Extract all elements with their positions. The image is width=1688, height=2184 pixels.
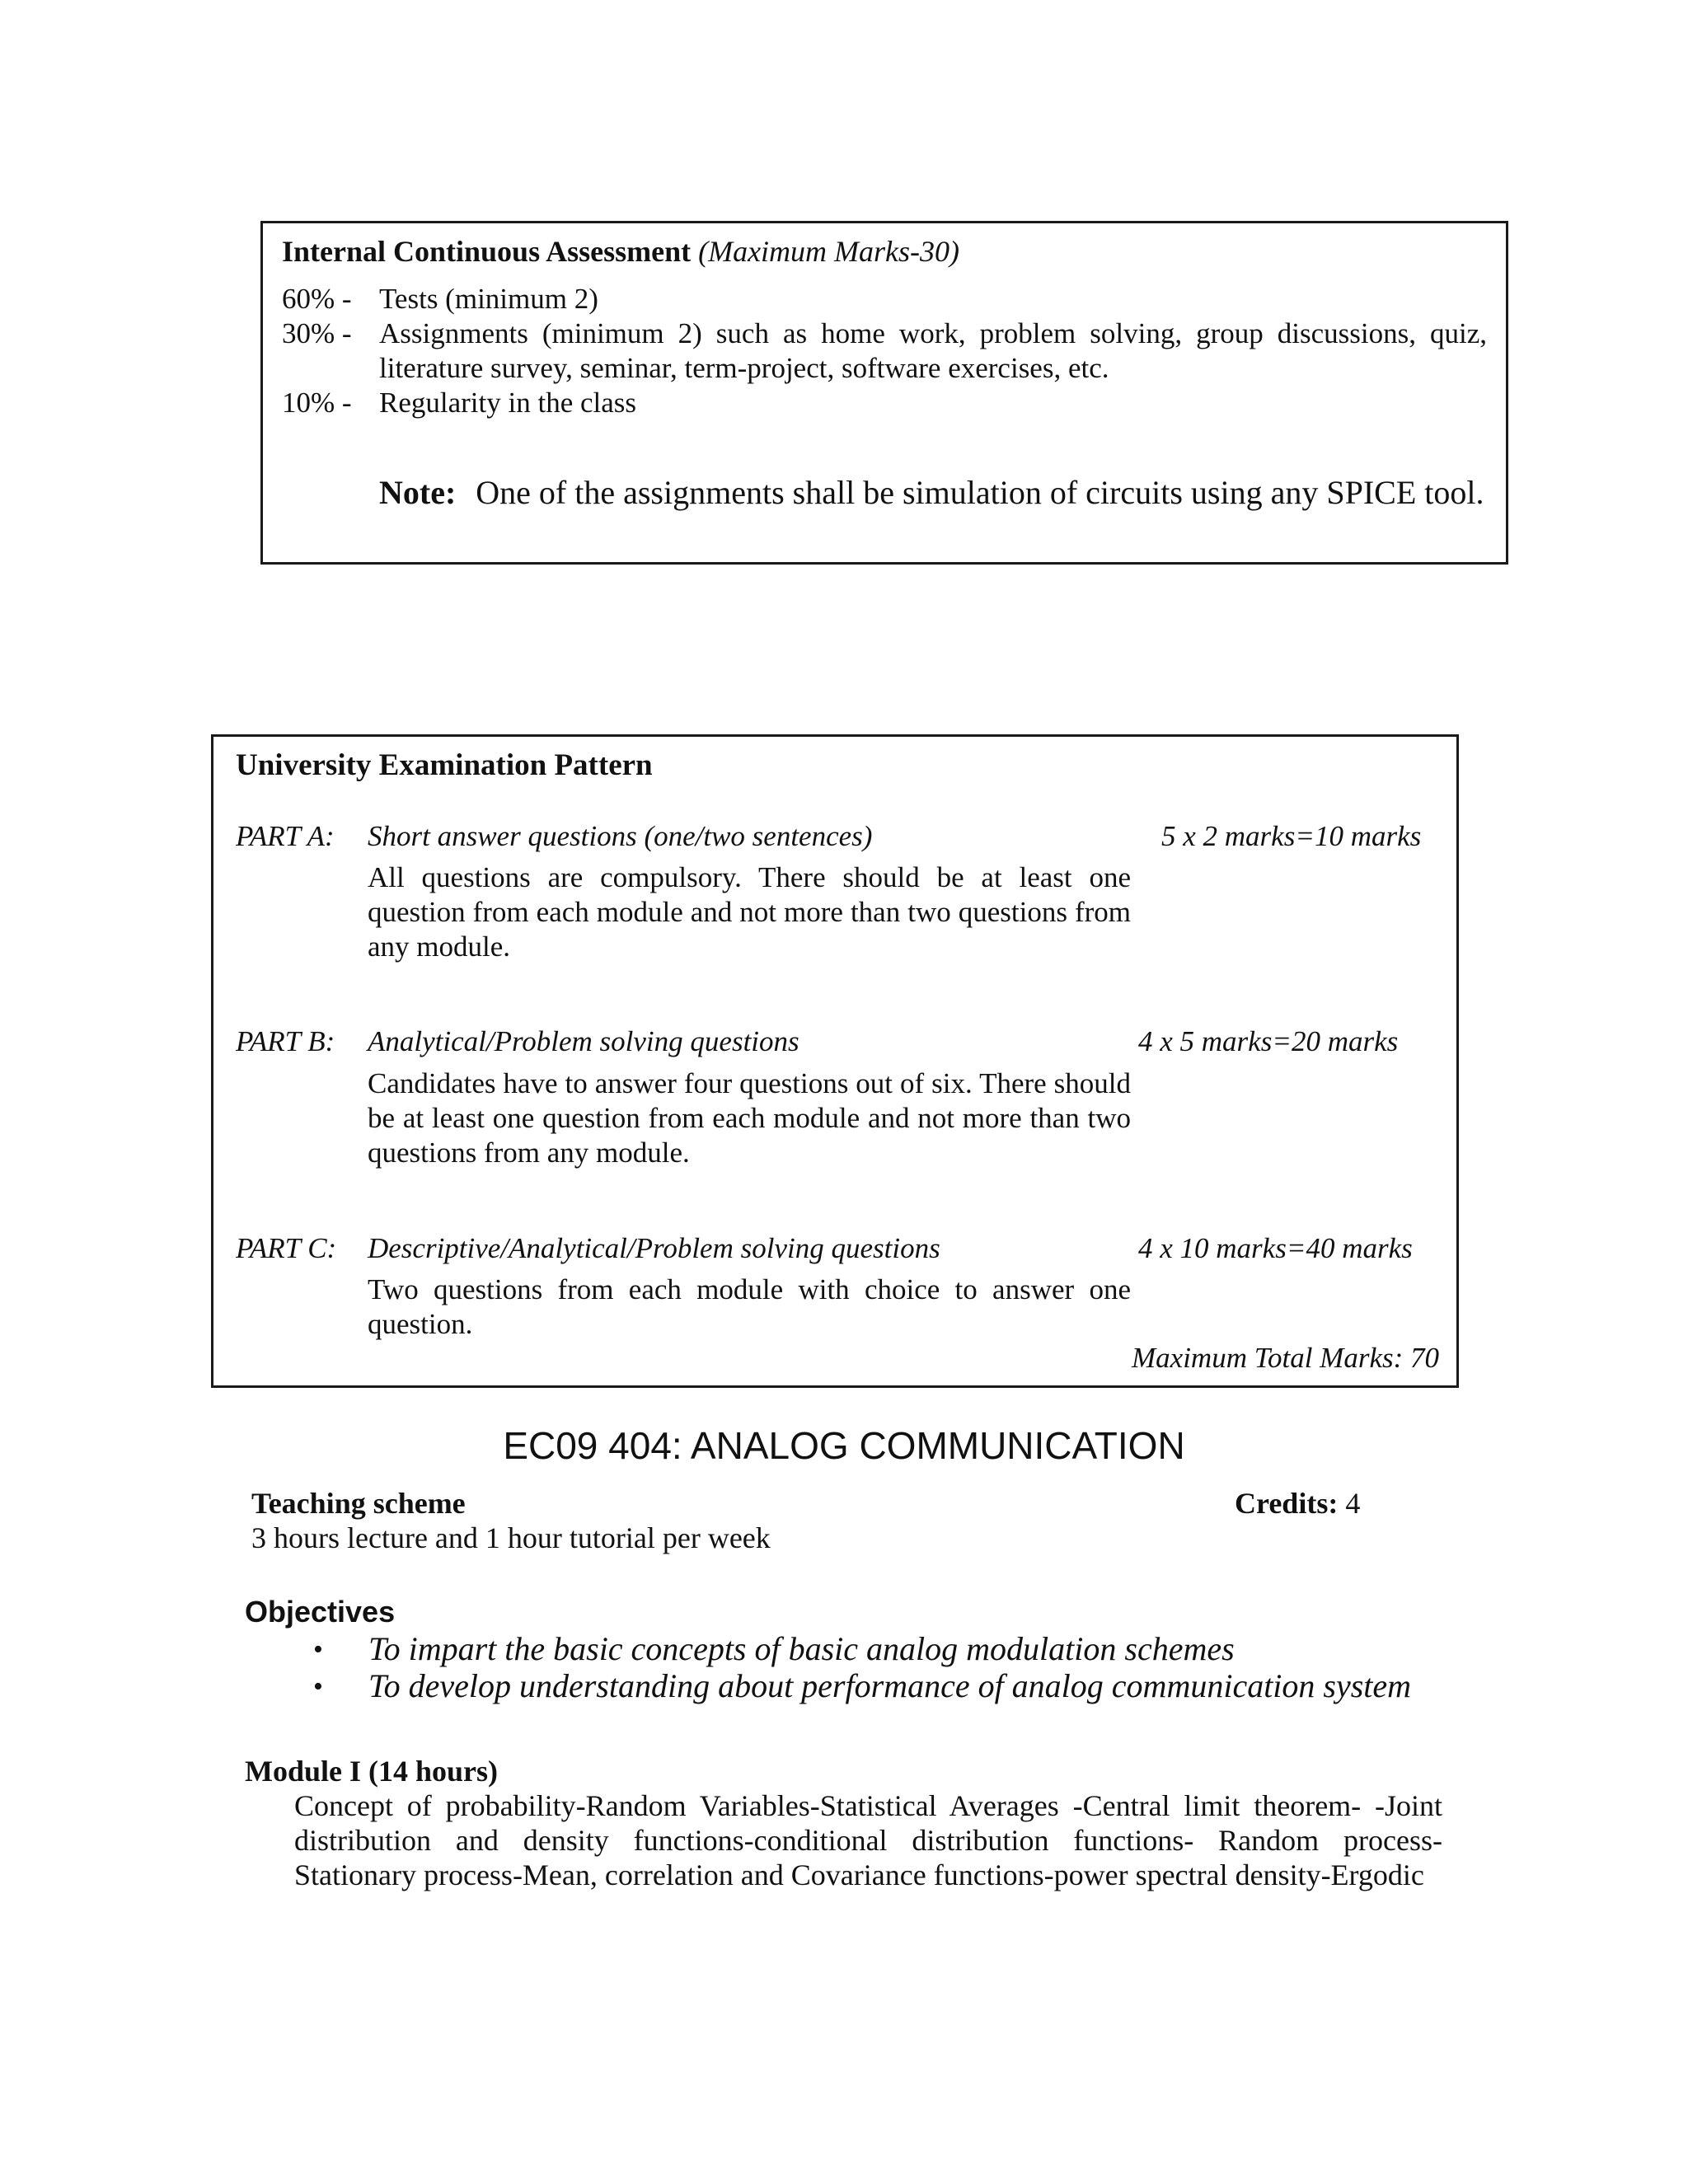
part-b-marks: 4 x 5 marks=20 marks (1138, 1025, 1399, 1057)
part-c-description: Two questions from each module with choice to answer one question. (368, 1273, 1131, 1340)
assessment-percent: 10% - (282, 387, 352, 419)
max-total-marks: Maximum Total Marks: 70 (1132, 1342, 1440, 1374)
credits-value: 4 (1345, 1487, 1361, 1520)
part-c-heading: Descriptive/Analytical/Problem solving questions (368, 1232, 940, 1264)
part-c-label: PART C: (236, 1232, 337, 1264)
assessment-item-assignments (282, 316, 1487, 386)
part-a-heading: Short answer questions (one/two sentences) (368, 820, 873, 852)
module-title: Module I (14 hours) (245, 1755, 499, 1788)
teaching-hours: 3 hours lecture and 1 hour tutorial per week (251, 1521, 771, 1554)
part-a-marks: 5 x 2 marks=10 marks (1161, 820, 1422, 852)
assessment-text: Regularity in the class (379, 387, 637, 419)
part-b-label: PART B: (236, 1025, 335, 1057)
module-text: Concept of probability-Random Variables-Statistical Averages -Central limit theorem- -Joint distribution and density functions-conditional distribution functions- Random process- Stationary process-Mean, correlation and Covariance functions-power spectral density-Ergodic (294, 1789, 1442, 1891)
assessment-percent: 60% - (282, 283, 352, 315)
note-text: One of the assignments shall be simulation of circuits using any SPICE tool. (476, 474, 1484, 511)
bullet-icon: • (313, 1634, 323, 1665)
part-a-description: All questions are compulsory. There should be at least one question from each module and not more than two questions from any module. (368, 861, 1131, 963)
assessment-percent: 30% - (282, 317, 352, 349)
exam-pattern-title: University Examination Pattern (236, 748, 653, 782)
assessment-item-tests (282, 282, 1487, 316)
credits-label: Credits: (1235, 1487, 1339, 1520)
teaching-scheme-label: Teaching scheme (251, 1487, 466, 1520)
objectives-heading: Objectives (245, 1595, 396, 1629)
internal-assessment-title: Internal Continuous Assessment (282, 235, 692, 268)
internal-assessment-subtitle: (Maximum Marks-30) (698, 235, 960, 268)
part-b-heading: Analytical/Problem solving questions (368, 1025, 799, 1057)
course-title: EC09 404: ANALOG COMMUNICATION (503, 1424, 1185, 1467)
assessment-item-regularity (282, 386, 1487, 420)
exam-pattern-box (211, 734, 1459, 1388)
assessment-text: Assignments (minimum 2) such as home work, problem solving, group discussions, quiz, literature survey, seminar, term-project, software exercises, etc. (379, 317, 1487, 384)
objective-item: To develop understanding about performance of analog communication system (368, 1667, 1412, 1704)
part-a-label: PART A: (236, 820, 335, 852)
credits (1235, 1486, 1360, 1521)
bullet-icon: • (313, 1671, 323, 1702)
part-c-marks: 4 x 10 marks=40 marks (1138, 1232, 1413, 1264)
note-label: Note: (379, 474, 457, 511)
part-b-description: Candidates have to answer four questions out of six. There should be at least one question from each module and not more than two questions from any module. (368, 1067, 1131, 1169)
internal-assessment-heading (282, 234, 959, 269)
assessment-note (379, 474, 1484, 512)
objective-item: To impart the basic concepts of basic analog modulation schemes (368, 1630, 1235, 1667)
assessment-text: Tests (minimum 2) (379, 283, 598, 315)
